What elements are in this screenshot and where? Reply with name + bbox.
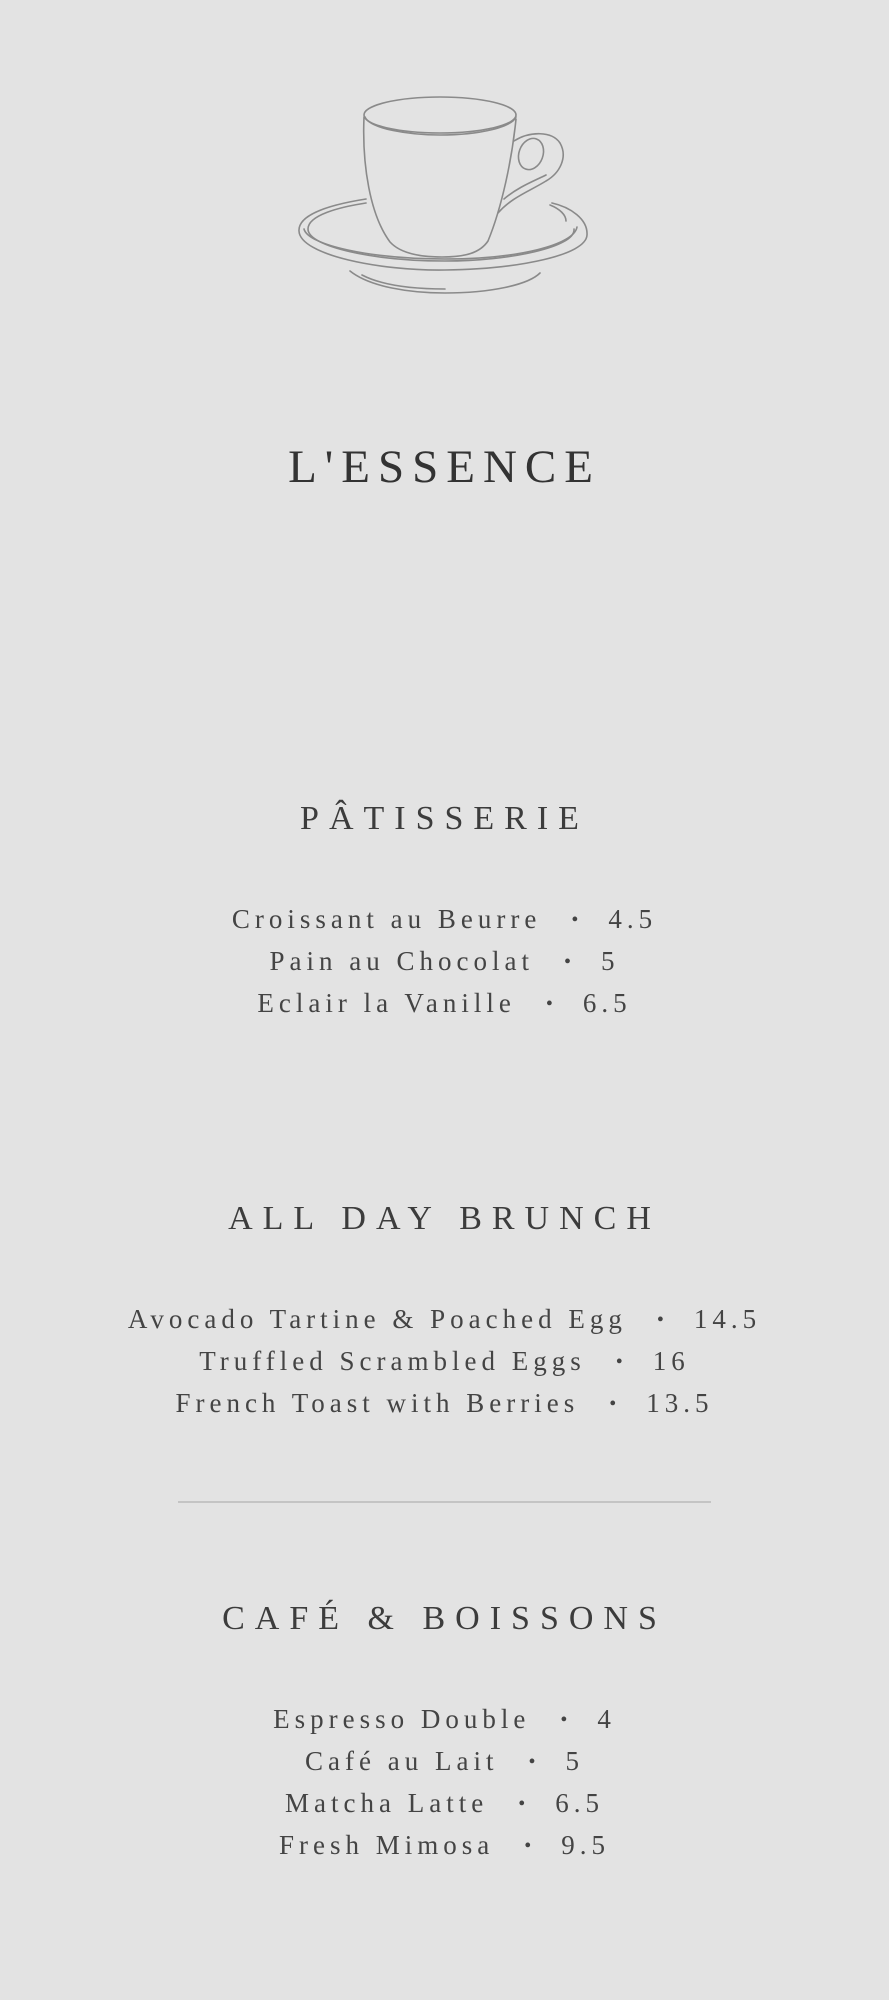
item-price: 6.5	[555, 1788, 604, 1818]
menu-item	[0, 898, 889, 940]
item-name: Eclair la Vanille	[257, 988, 516, 1018]
separator-dot: •	[563, 951, 571, 973]
coffee-cup-icon	[290, 95, 595, 310]
item-price: 5	[600, 946, 620, 976]
separator-dot: •	[524, 1835, 532, 1857]
item-name: Espresso Double	[273, 1704, 531, 1734]
item-price: 6.5	[582, 988, 632, 1018]
item-price: 14.5	[693, 1304, 762, 1334]
item-name: Matcha Latte	[285, 1788, 489, 1818]
item-price: 13.5	[646, 1388, 714, 1418]
separator-dot: •	[571, 909, 579, 931]
menu-item	[0, 1382, 889, 1424]
menu-list-patisserie	[0, 898, 889, 1024]
menu-list-cafe	[0, 1698, 889, 1866]
brand-title: L'ESSENCE	[288, 441, 601, 493]
item-price: 4	[597, 1704, 616, 1734]
menu-item	[0, 1698, 889, 1740]
item-name: Croissant au Beurre	[231, 904, 542, 934]
item-price: 16	[652, 1346, 690, 1376]
menu-item	[0, 1824, 889, 1866]
menu-item	[0, 940, 889, 982]
separator-dot: •	[545, 993, 553, 1015]
item-price: 5	[565, 1746, 584, 1776]
separator-dot: •	[656, 1309, 664, 1331]
menu-item	[0, 1740, 889, 1782]
separator-dot: •	[615, 1351, 623, 1373]
item-name: Avocado Tartine & Poached Egg	[127, 1304, 627, 1334]
item-price: 4.5	[608, 904, 658, 934]
item-name: Fresh Mimosa	[278, 1830, 495, 1860]
section-title-brunch: ALL DAY BRUNCH	[228, 1200, 661, 1237]
item-name: Pain au Chocolat	[269, 946, 534, 976]
separator-dot: •	[560, 1709, 568, 1731]
separator-dot: •	[609, 1393, 617, 1415]
separator-dot: •	[518, 1793, 526, 1815]
menu-list-brunch	[0, 1298, 889, 1424]
item-name: Truffled Scrambled Eggs	[199, 1346, 586, 1376]
item-name: Café au Lait	[305, 1746, 499, 1776]
menu-item	[0, 1782, 889, 1824]
section-divider	[178, 1501, 711, 1503]
section-title-patisserie: PÂTISSERIE	[300, 800, 589, 837]
item-price: 9.5	[561, 1830, 610, 1860]
menu-item	[0, 1298, 889, 1340]
menu-item	[0, 1340, 889, 1382]
separator-dot: •	[528, 1751, 536, 1773]
menu-item	[0, 982, 889, 1024]
item-name: French Toast with Berries	[175, 1388, 580, 1418]
section-title-cafe: CAFÉ & BOISSONS	[222, 1600, 667, 1637]
